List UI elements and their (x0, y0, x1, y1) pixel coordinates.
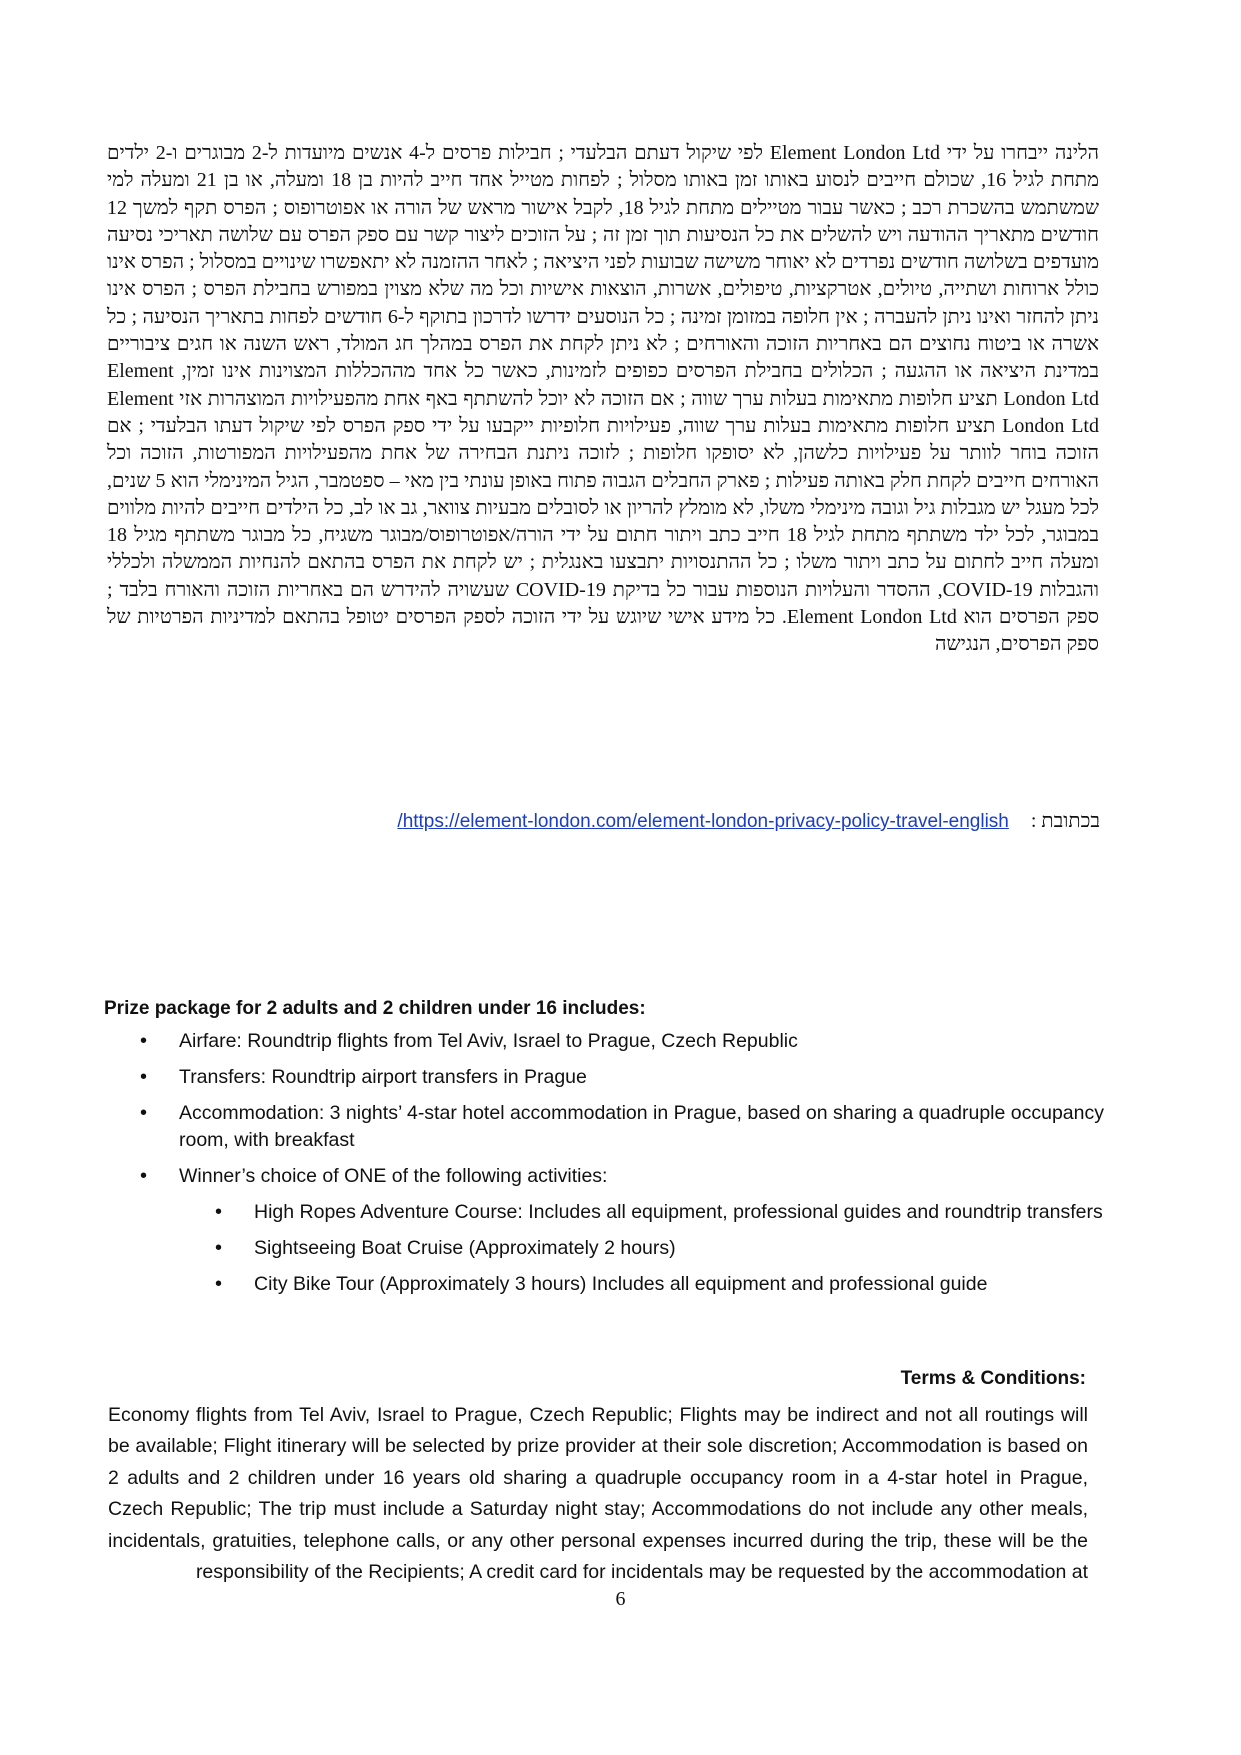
page-number: 6 (615, 1588, 626, 1610)
prize-items-list (104, 1028, 1104, 1298)
activities-list (179, 1199, 1104, 1298)
activity-boat-cruise: • Sightseeing Boat Cruise (Approximately 2 hours) (179, 1235, 1104, 1262)
activity-high-ropes: • High Ropes Adventure Course: Includes all equipment, professional guides and roundtrip transfers (179, 1199, 1104, 1226)
hebrew-terms-paragraph (107, 140, 1099, 659)
prize-package-section (104, 996, 1104, 1307)
address-label: בכתובת : (1030, 810, 1100, 832)
privacy-policy-link[interactable]: https://element-london.com/element-london-privacy-policy-travel-english/ (397, 811, 1009, 832)
prize-item-airfare: • Airfare: Roundtrip flights from Tel Aviv, Israel to Prague, Czech Republic (104, 1028, 1104, 1055)
terms-conditions-heading: Terms & Conditions: (900, 1368, 1086, 1389)
terms-conditions-body: Economy flights from Tel Aviv, Israel to Prague, Czech Republic; Flights may be indirect and not all routings will be available; Flight itinerary will be selected by prize provider at their sole discretion; Accommodation is based on 2 adults and 2 children under 16 years old sharing a quadruple occupancy room in a 4-star hotel in Prague, Czech Republic; The trip must include a Saturday night stay; Accommodations do not include any other meals, incidentals, gratuities, telephone calls, or any other personal expenses incurred during the trip, these will be the responsibility of the Recipients; A credit card for incidentals may be requested by the accommodation at (108, 1404, 1088, 1584)
prize-item-accommodation: • Accommodation: 3 nights’ 4-star hotel accommodation in Prague, based on sharing a quadruple occupancy room, with breakfast (104, 1100, 1104, 1154)
prize-item-transfers: • Transfers: Roundtrip airport transfers in Prague (104, 1064, 1104, 1091)
activity-choice-label: Winner’s choice of ONE of the following activities: (179, 1165, 608, 1187)
prize-package-heading: Prize package for 2 adults and 2 children under 16 includes: (104, 998, 646, 1019)
hebrew-address-line (300, 808, 1100, 835)
activity-bike-tour: • City Bike Tour (Approximately 3 hours) Includes all equipment and professional guide (179, 1271, 1104, 1298)
hebrew-terms-text: הלינה ייבחרו על ידי Element London Ltd לפי שיקול דעתם הבלעדי ; חבילות פרסים ל-4 אנשים מיועדות ל-2 מבוגרים ו-2 ילדים מתחת לגיל 16, שכולם חייבים לנסוע באותו זמן באותו מסלול ; לפחות מטייל אחד חייב להיות בן 18 ומעלה, או בן 21 ומעלה למי שמשתמש בהשכרת רכב ; כאשר עבור מטיילים מתחת לגיל 18, לקבל אישור מראש של הורה או אפוטרופוס ; הפרס תקף למשך 12 חודשים מתאריך ההודעה ויש להשלים את כל הנסיעות תוך זמן זה ; על הזוכים ליצור קשר עם ספק הפרס עם שלושה תאריכי נסיעה מועדפים בשלושה חודשים נפרדים לא יאוחר משישה שבועות לפני היציאה ; לאחר ההזמנה לא יתאפשרו שינויים במסלול ; הפרס אינו כולל ארוחות ושתייה, טיולים, אטרקציות, טיפולים, אשרות, הוצאות אישיות וכל מה שלא מצוין במפורש בחבילת הפרס ; הפרס אינו ניתן להחזר ואינו ניתן להעברה ; אין חלופה במזומן זמינה ; כל הנוסעים ידרשו לדרכון בתוקף ל-6 חודשים לפחות בתאריך הנסיעה ; כל אשרה או ביטוח נחוצים הם באחריות הזוכה והאורחים ; לא ניתן לקחת את הפרס במהלך חג המולד, ראש השנה או חגים ציבוריים במדינת היציאה או ההגעה ; הכלולים בחבילת הפרסים כפופים לזמינות, כאשר כל אחד מההכללות המצוינות אינו זמין, Element London Ltd תציע חלופות מתאימות בעלות ערך שווה ; אם הזוכה לא יוכל להשתתף באף אחת מהפעילויות המוצהרות אזי Element London Ltd תציע חלופות מתאימות בעלות ערך שווה, פעילויות חלופיות ייקבעו על ידי ספק הפרס לפי שיקול דעתו הבלעדי ; אם הזוכה בוחר לוותר על פעילויות כלשהן, לא יסופקו חלופות ; לזוכה ניתנת הבחירה של אחת מהפעילויות המפורטות, הזוכה וכל האורחים חייבים לקחת חלק באותה פעילות ; פארק החבלים הגבוה פתוח באופן עונתי בין מאי – ספטמבר, הגיל המינימלי הוא 5 שנים, לכל מעגל יש מגבלות גיל וגובה מינימלי משלו, לא מומלץ להריון או לסובלים מבעיות צוואר, גב או לב, כל הילדים חייבים להיות מלווים במבוגר, לכל ילד משתתף מתחת לגיל 18 חייב כתב ויתור חתום על ידי הורה/אפוטרופוס/מבוגר משגיח, כל מבוגר משתתף מגיל 18 ומעלה חייב לחתום על כתב ויתור משלו ; כל ההתנסויות יתבצעו באנגלית ; יש לקחת את הפרס בהתאם להנחיות הממשלה ולכללי והגבלות COVID-19, ההסדר והעלויות הנוספות עבור כל בדיקת COVID-19 שעשויה להידרש הם באחריות הזוכה והאורח בלבד ; ספק הפרסים הוא Element London Ltd. כל מידע אישי שיוגש על ידי הזוכה לספק הפרסים יטופל בהתאם למדיניות הפרטיות של ספק הפרסים, הנגישה (107, 142, 1099, 656)
prize-item-activity-choice (104, 1163, 1104, 1298)
